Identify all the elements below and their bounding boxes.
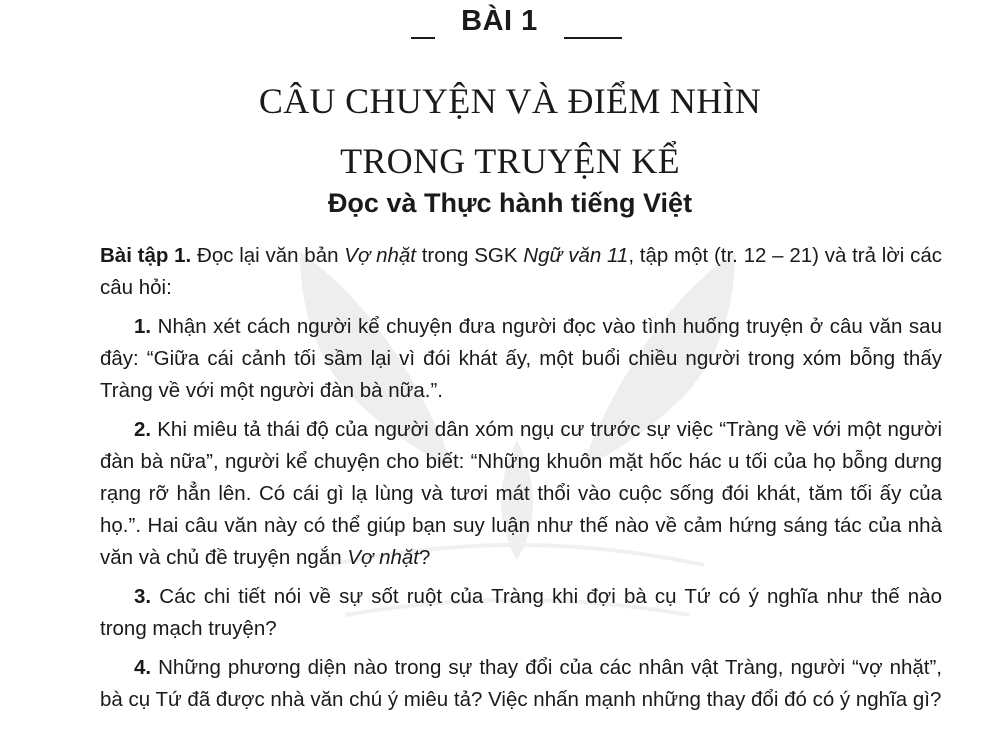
chapter-title-line-1: CÂU CHUYỆN VÀ ĐIỂM NHÌN [258, 81, 762, 121]
exercise-intro: Bài tập 1. Đọc lại văn bản Vợ nhặt trong SGK Ngữ văn 11, tập một (tr. 12 – 21) và trả lời các câu hỏi: [100, 244, 942, 299]
section-title: Đọc và Thực hành tiếng Việt [327, 188, 693, 218]
chapter-title-line-2: TRONG TRUYỆN KỂ [340, 141, 680, 181]
work-title: Vợ nhặt [344, 244, 416, 267]
question-number: 4. [134, 656, 152, 679]
exercise-body [100, 240, 942, 723]
chapter-title [100, 71, 920, 191]
question-text: Khi miêu tả thái độ của người dân xóm ngụ cư trước sự việc “Tràng về với một người đàn bà nữa”, người kể chuyện cho biết: “Những khuôn mặt hốc hác u tối của họ bỗng dưng rạng rỡ hẳn lên. Có cái gì lạ lùng và tươi mát thổi vào cuộc sống đói khát, tăm tối ấy của họ.”. Hai câu văn này có thể giúp bạn suy luận như thế nào về cảm hứng sáng tác của nhà văn và chủ đề truyện ngắn [100, 418, 942, 569]
lesson-label: BÀI 1 [435, 5, 564, 40]
question-number: 2. [134, 418, 152, 441]
lesson-header [0, 2, 999, 42]
question-number: 1. [134, 315, 152, 338]
book-title: Ngữ văn 11 [523, 244, 629, 267]
question-2: 2. Khi miêu tả thái độ của người dân xóm ngụ cư trước sự việc “Tràng về với một người đàn bà nữa”, người kể chuyện cho biết: “Những khuôn mặt hốc hác u tối của họ bỗng dưng rạng rỡ hẳn lên. Có cái gì lạ lùng và tươi mát thổi vào cuộc sống đói khát, tăm tối ấy của họ.”. Hai câu văn này có thể giúp bạn suy luận như thế nào về cảm hứng sáng tác của nhà văn và chủ đề truyện ngắn Vợ nhặt? [100, 418, 942, 569]
question-text: Nhận xét cách người kể chuyện đưa người đọc vào tình huống truyện ở câu văn sau đây: “Giữa cái cảnh tối sầm lại vì đói khát ấy, một buổi chiều người trong xóm bỗng thấy Tràng về với một người đàn bà nữa.”. [100, 315, 942, 402]
question-1 [100, 311, 942, 407]
question-text: Các chi tiết nói về sự sốt ruột của Tràng khi đợi bà cụ Tứ có ý nghĩa như thế nào trong mạch truyện? [100, 585, 942, 640]
work-title: Vợ nhặt [347, 546, 419, 569]
question-3 [100, 581, 942, 645]
exercise-label: Bài tập 1. [100, 244, 192, 267]
question-text: Những phương diện nào trong sự thay đổi của các nhân vật Tràng, người “vợ nhặt”, bà cụ Tứ đã được nhà văn chú ý miêu tả? Việc nhấn mạnh những thay đổi đó có ý nghĩa gì? [100, 656, 942, 711]
question-4 [100, 652, 942, 716]
question-number: 3. [134, 585, 152, 608]
